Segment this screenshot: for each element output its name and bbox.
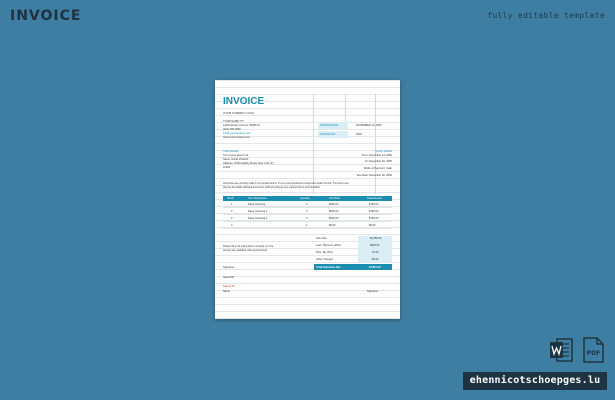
word-icon[interactable] [549, 338, 573, 362]
divider [345, 94, 346, 124]
invoice-details-line: Due Date: December 30, 2050 [356, 174, 392, 177]
signature-label: Signature [223, 266, 235, 269]
summary-label: Less: Discount (10%) [316, 244, 341, 247]
website-banner[interactable]: ehennicotschoepges.lu [463, 372, 607, 390]
item-number: 3 [231, 217, 233, 220]
invoice-note: All invoices are promptly made in the specified terms. It's very used method as a responsive within the time. The client must [223, 183, 349, 185]
item-total: $0.00 [369, 224, 376, 227]
summary-value: $500.00 [370, 244, 380, 247]
summary-value: $0.00 [372, 258, 379, 261]
item-quantity: 3 [306, 203, 308, 206]
divider [313, 94, 314, 194]
pdf-icon[interactable] [583, 337, 604, 363]
invoice-details-line: From: November 13, 2050 [361, 154, 392, 157]
client-details-label: Client Details [223, 150, 239, 153]
company-line: 1234 Flowery Avenue, 55482 Ut [223, 124, 260, 127]
summary-label: Sub-total [316, 237, 327, 240]
item-total: $750.00 [369, 210, 379, 213]
signature-label-right: Signature [367, 290, 379, 293]
invoice-date-value: NOVEMBER 13, 2050 [356, 124, 382, 127]
terms-line: Invoice are satisfied. Also and consent [223, 249, 268, 252]
company-line: info@yourcompany.com [223, 132, 251, 135]
item-number: 2 [231, 210, 233, 213]
invoice-date-label: INVOICE DATE [320, 124, 339, 127]
invoice-details-line: Mode of Payment: Cash [364, 167, 392, 170]
item-number: 1 [231, 203, 233, 206]
item-description: Deep Cleaning [248, 203, 266, 206]
summary-label: Other Charges [316, 258, 334, 261]
invoice-preview [215, 80, 400, 319]
column-header: Unit Price [329, 197, 341, 200]
summary-label: Plus: Tax (5%) [316, 251, 333, 254]
item-unit-price: $500.00 [329, 217, 339, 220]
invoice-details-line: To: December 20, 2050 [365, 160, 392, 163]
column-header: Item Description [248, 197, 267, 200]
table-row [223, 222, 392, 229]
total-due-bar [314, 264, 392, 270]
column-header: Total Amount [367, 197, 382, 200]
issued-by-label: Issued By [223, 276, 235, 279]
table-row [223, 201, 392, 208]
item-total: $750.00 [369, 203, 379, 206]
item-unit-price: $500.00 [329, 203, 339, 206]
item-quantity: 3 [306, 217, 308, 220]
item-unit-price: $500.00 [329, 210, 339, 213]
company-line: www.yourcompany.com [223, 136, 251, 139]
terms-line: Please fill in all information correctly. If it the [223, 245, 274, 248]
invoice-no-label: INVOICE NO. [320, 133, 336, 136]
total-due-label: Total Payments Due [316, 265, 341, 269]
page-heading: INVOICE [10, 8, 82, 24]
item-quantity: 1 [306, 224, 308, 227]
column-header: Item# [227, 197, 234, 200]
submit-to-label: Submit To: [223, 285, 236, 288]
item-quantity: 3 [306, 210, 308, 213]
summary-value: $2,250.00 [370, 237, 382, 240]
invoice-no-value: 0000 [356, 133, 362, 136]
item-total: $750.00 [369, 217, 379, 220]
name-label: Name [223, 290, 230, 293]
item-description: Deep Cleaning 1 [248, 210, 268, 213]
item-description: Deep Cleaning 2 [248, 217, 268, 220]
invoice-title: INVOICE [223, 96, 265, 107]
client-line: Address: 2700 Godfrey Road, New York, NY [223, 162, 275, 165]
summary-value: 87.50 [372, 251, 379, 254]
table-row [223, 215, 392, 222]
total-due-value: $1,837.50 [369, 265, 381, 269]
svg-text:PDF: PDF [586, 350, 601, 357]
table-row [223, 208, 392, 215]
item-unit-price: $0.00 [329, 224, 336, 227]
item-number: 4 [231, 224, 233, 227]
client-line: The Invoice Event Ltd. [223, 154, 249, 157]
invoice-note: observe the details indicated and ensure sufficient giving at your required Terms and Conditions. [223, 186, 321, 189]
client-line: Name: David Pinkieck [223, 158, 249, 161]
company-line: YOUR NAME ??? [223, 120, 244, 123]
divider [375, 94, 376, 194]
invoice-details-label: Invoice Details [375, 150, 392, 153]
client-line: 10001 [223, 166, 231, 169]
company-logo-placeholder: [YOUR COMPANY LOGO] [223, 112, 254, 115]
company-line: (321) 456-7890 [223, 128, 241, 131]
page-subheading: fully editable template [487, 11, 605, 20]
column-header: Quantity [300, 197, 310, 200]
